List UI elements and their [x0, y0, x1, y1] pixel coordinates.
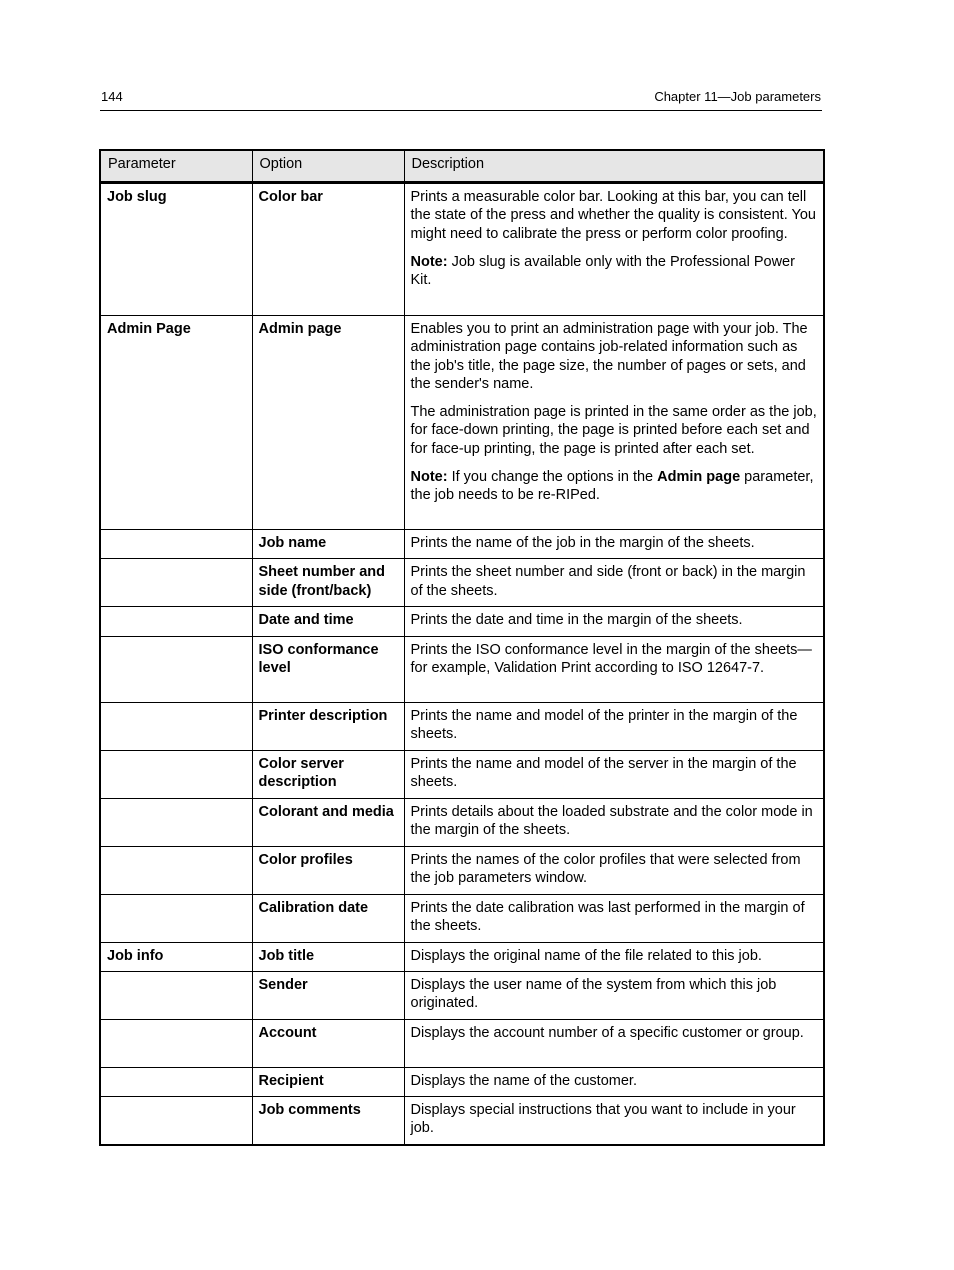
option-cell: ISO conformance level	[252, 636, 404, 702]
option-cell: Admin page	[252, 316, 404, 530]
note-label: Note:	[410, 469, 448, 486]
column-header-parameter: Parameter	[100, 150, 252, 183]
parameter-cell	[100, 702, 252, 750]
table-row	[100, 750, 824, 798]
option-cell: Color server description	[252, 750, 404, 798]
parameter-cell	[100, 894, 252, 942]
note-bold: Admin page	[657, 469, 741, 486]
parameter-cell	[100, 636, 252, 702]
parameter-cell: Admin Page	[100, 316, 252, 530]
option-cell: Job title	[252, 942, 404, 971]
description-cell: Displays the account number of a specific customer or group.	[404, 1019, 824, 1067]
description-cell: Prints the date calibration was last performed in the margin of the sheets.	[404, 894, 824, 942]
table-row	[100, 559, 824, 607]
description-text-2: The administration page is printed in the same order as the job, for face-down printing, the page is printed before each set and for face-up printing, the page is printed after each set.	[410, 404, 817, 457]
table-row	[100, 607, 824, 636]
note-text-2: parameter, the job needs to be re-RIPed.	[410, 469, 814, 504]
table-row	[100, 798, 824, 846]
option-cell: Calibration date	[252, 894, 404, 942]
description-text: Prints a measurable color bar. Looking at this bar, you can tell the state of the press and whether the quality is consistent. You might need to calibrate the press or perform color proofing.	[410, 189, 816, 242]
parameter-cell	[100, 1067, 252, 1096]
description-cell: Prints the name of the job in the margin of the sheets.	[404, 530, 824, 559]
note-label: Note:	[410, 253, 448, 270]
parameter-cell	[100, 750, 252, 798]
table-row	[100, 1067, 824, 1096]
table-row	[100, 183, 824, 316]
table-row	[100, 894, 824, 942]
parameter-cell	[100, 1097, 252, 1145]
option-cell: Colorant and media	[252, 798, 404, 846]
parameter-cell	[100, 530, 252, 559]
parameter-cell	[100, 559, 252, 607]
table-row	[100, 636, 824, 702]
description-cell: Prints the name and model of the server in the margin of the sheets.	[404, 750, 824, 798]
table-header-row	[100, 150, 824, 183]
parameter-cell	[100, 607, 252, 636]
parameter-cell	[100, 846, 252, 894]
option-cell: Date and time	[252, 607, 404, 636]
option-cell: Account	[252, 1019, 404, 1067]
description-cell: Prints the sheet number and side (front or back) in the margin of the sheets.	[404, 559, 824, 607]
parameter-cell: Job info	[100, 942, 252, 971]
parameter-cell	[100, 1019, 252, 1067]
note-text: Job slug is available only with the Professional Power Kit.	[410, 253, 795, 289]
option-cell: Sheet number and side (front/back)	[252, 559, 404, 607]
description-cell: Prints the names of the color profiles that were selected from the job parameters window.	[404, 846, 824, 894]
table-row	[100, 1097, 824, 1145]
column-header-option: Option	[252, 150, 404, 183]
description-cell: Prints the name and model of the printer in the margin of the sheets.	[404, 702, 824, 750]
chapter-title: Chapter 11—Job parameters	[654, 89, 821, 104]
description-text: Enables you to print an administration page with your job. The administration page contains job-related information such as the job's title, the page size, the number of pages or sets, and the sender's name.	[410, 321, 808, 392]
parameter-cell	[100, 971, 252, 1019]
option-cell: Printer description	[252, 702, 404, 750]
parameter-cell	[100, 798, 252, 846]
description-cell: Displays the user name of the system from which this job originated.	[404, 971, 824, 1019]
job-parameters-table	[99, 149, 825, 1146]
parameter-cell: Job slug	[100, 183, 252, 316]
note	[411, 253, 818, 290]
table-row	[100, 530, 824, 559]
description-cell: Prints the date and time in the margin of the sheets.	[404, 607, 824, 636]
option-cell: Sender	[252, 971, 404, 1019]
option-cell: Recipient	[252, 1067, 404, 1096]
option-cell: Job comments	[252, 1097, 404, 1145]
description-cell	[404, 316, 824, 530]
description-cell: Prints the ISO conformance level in the margin of the sheets—for example, Validation Print according to ISO 12647-7.	[404, 636, 824, 702]
note	[411, 468, 818, 505]
description-cell: Prints details about the loaded substrate and the color mode in the margin of the sheets.	[404, 798, 824, 846]
table-row	[100, 942, 824, 971]
description-cell: Displays special instructions that you want to include in your job.	[404, 1097, 824, 1145]
option-cell: Job name	[252, 530, 404, 559]
option-cell: Color profiles	[252, 846, 404, 894]
option-cell: Color bar	[252, 183, 404, 316]
column-header-description: Description	[404, 150, 824, 183]
table-row	[100, 971, 824, 1019]
description-cell: Displays the name of the customer.	[404, 1067, 824, 1096]
description-cell	[404, 183, 824, 316]
table-row	[100, 702, 824, 750]
table-row	[100, 846, 824, 894]
table-row	[100, 1019, 824, 1067]
table-row	[100, 316, 824, 530]
page-number: 144	[101, 89, 123, 104]
page-header	[100, 88, 822, 111]
note-text-1: If you change the options in the	[447, 469, 658, 486]
description-cell: Displays the original name of the file related to this job.	[404, 942, 824, 971]
